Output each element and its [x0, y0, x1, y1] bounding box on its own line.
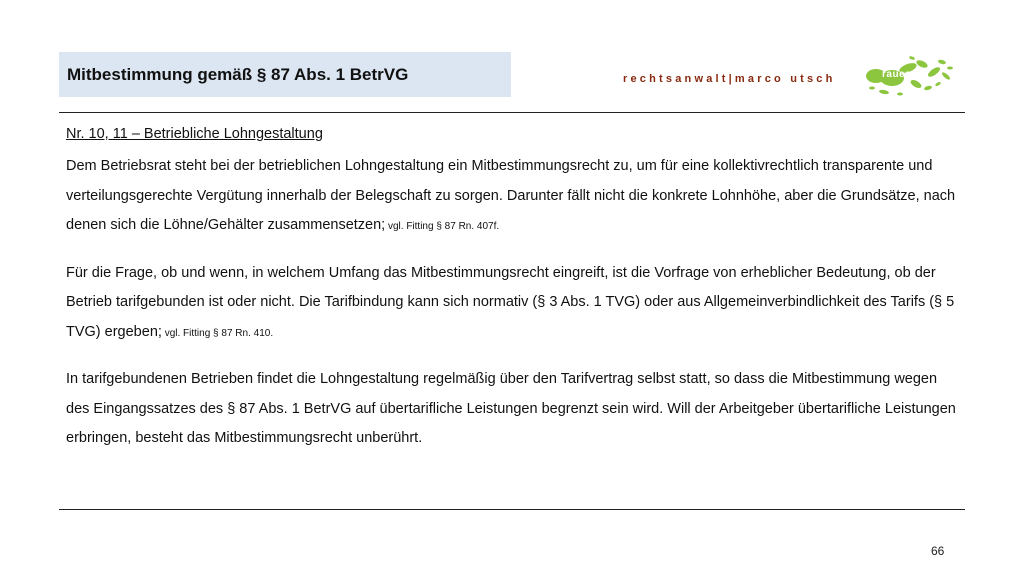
paragraph-3 [66, 365, 961, 455]
slide-title-box [59, 52, 511, 97]
citation-reference: vgl. Fitting § 87 Rn. 410. [161, 327, 274, 339]
citation-reference: vgl. Fitting § 87 Rn. 407f. [385, 221, 500, 232]
paragraph-text: Für die Frage, ob und wenn, in welchem Umfang das Mitbestimmungsrecht eingreift, ist die Vorfrage von erheblicher Bedeutung, ob der Betrieb tarifgebunden ist oder nicht. Die Tarifbindung kann sich normativ (§ 3 Abs. 1 TVG) oder aus Allgemeinverbindlichkeit des Tarifs (§ 5 TVG) ergeben; [66, 264, 955, 340]
paragraph-text: Dem Betriebsrat steht bei der betrieblichen Lohngestaltung ein Mitbestimmungsrecht zu, um für eine kollektivrechtlich transparente und verteilungsgerechte Vergütung innerhalb der Belegschaft zu sorgen. Darunter fällt nicht die konkrete Lohnhöhe, aber die Grundsätze, nach denen sich die Löhne/Gehälter zusammensetzen; [66, 158, 956, 233]
bottom-divider [59, 509, 965, 510]
paragraph-2 [66, 259, 961, 349]
logo-text: raues [882, 69, 912, 80]
section-subheading: Nr. 10, 11 – Betriebliche Lohngestaltung [66, 126, 323, 142]
brand-name: rechtsanwalt|marco utsch [623, 73, 836, 85]
top-divider [59, 112, 965, 113]
paragraph-1 [66, 152, 961, 242]
slide-title: Mitbestimmung gemäß § 87 Abs. 1 BetrVG [67, 65, 409, 84]
page-number: 66 [931, 544, 945, 558]
slide-body [66, 124, 961, 472]
paragraph-text: In tarifgebundenen Betrieben findet die Lohngestaltung regelmäßig über den Tarifvertrag selbst statt, so dass die Mitbestimmung wegen des Eingangssatzes des § 87 Abs. 1 BetrVG auf übertarifliche Leistungen begrenzt sein wird. Will der Arbeitgeber übertarifliche Leistungen erbringen, besteht das Mitbestimmungsrecht unberührt. [66, 371, 956, 446]
brand-logo [864, 54, 954, 98]
